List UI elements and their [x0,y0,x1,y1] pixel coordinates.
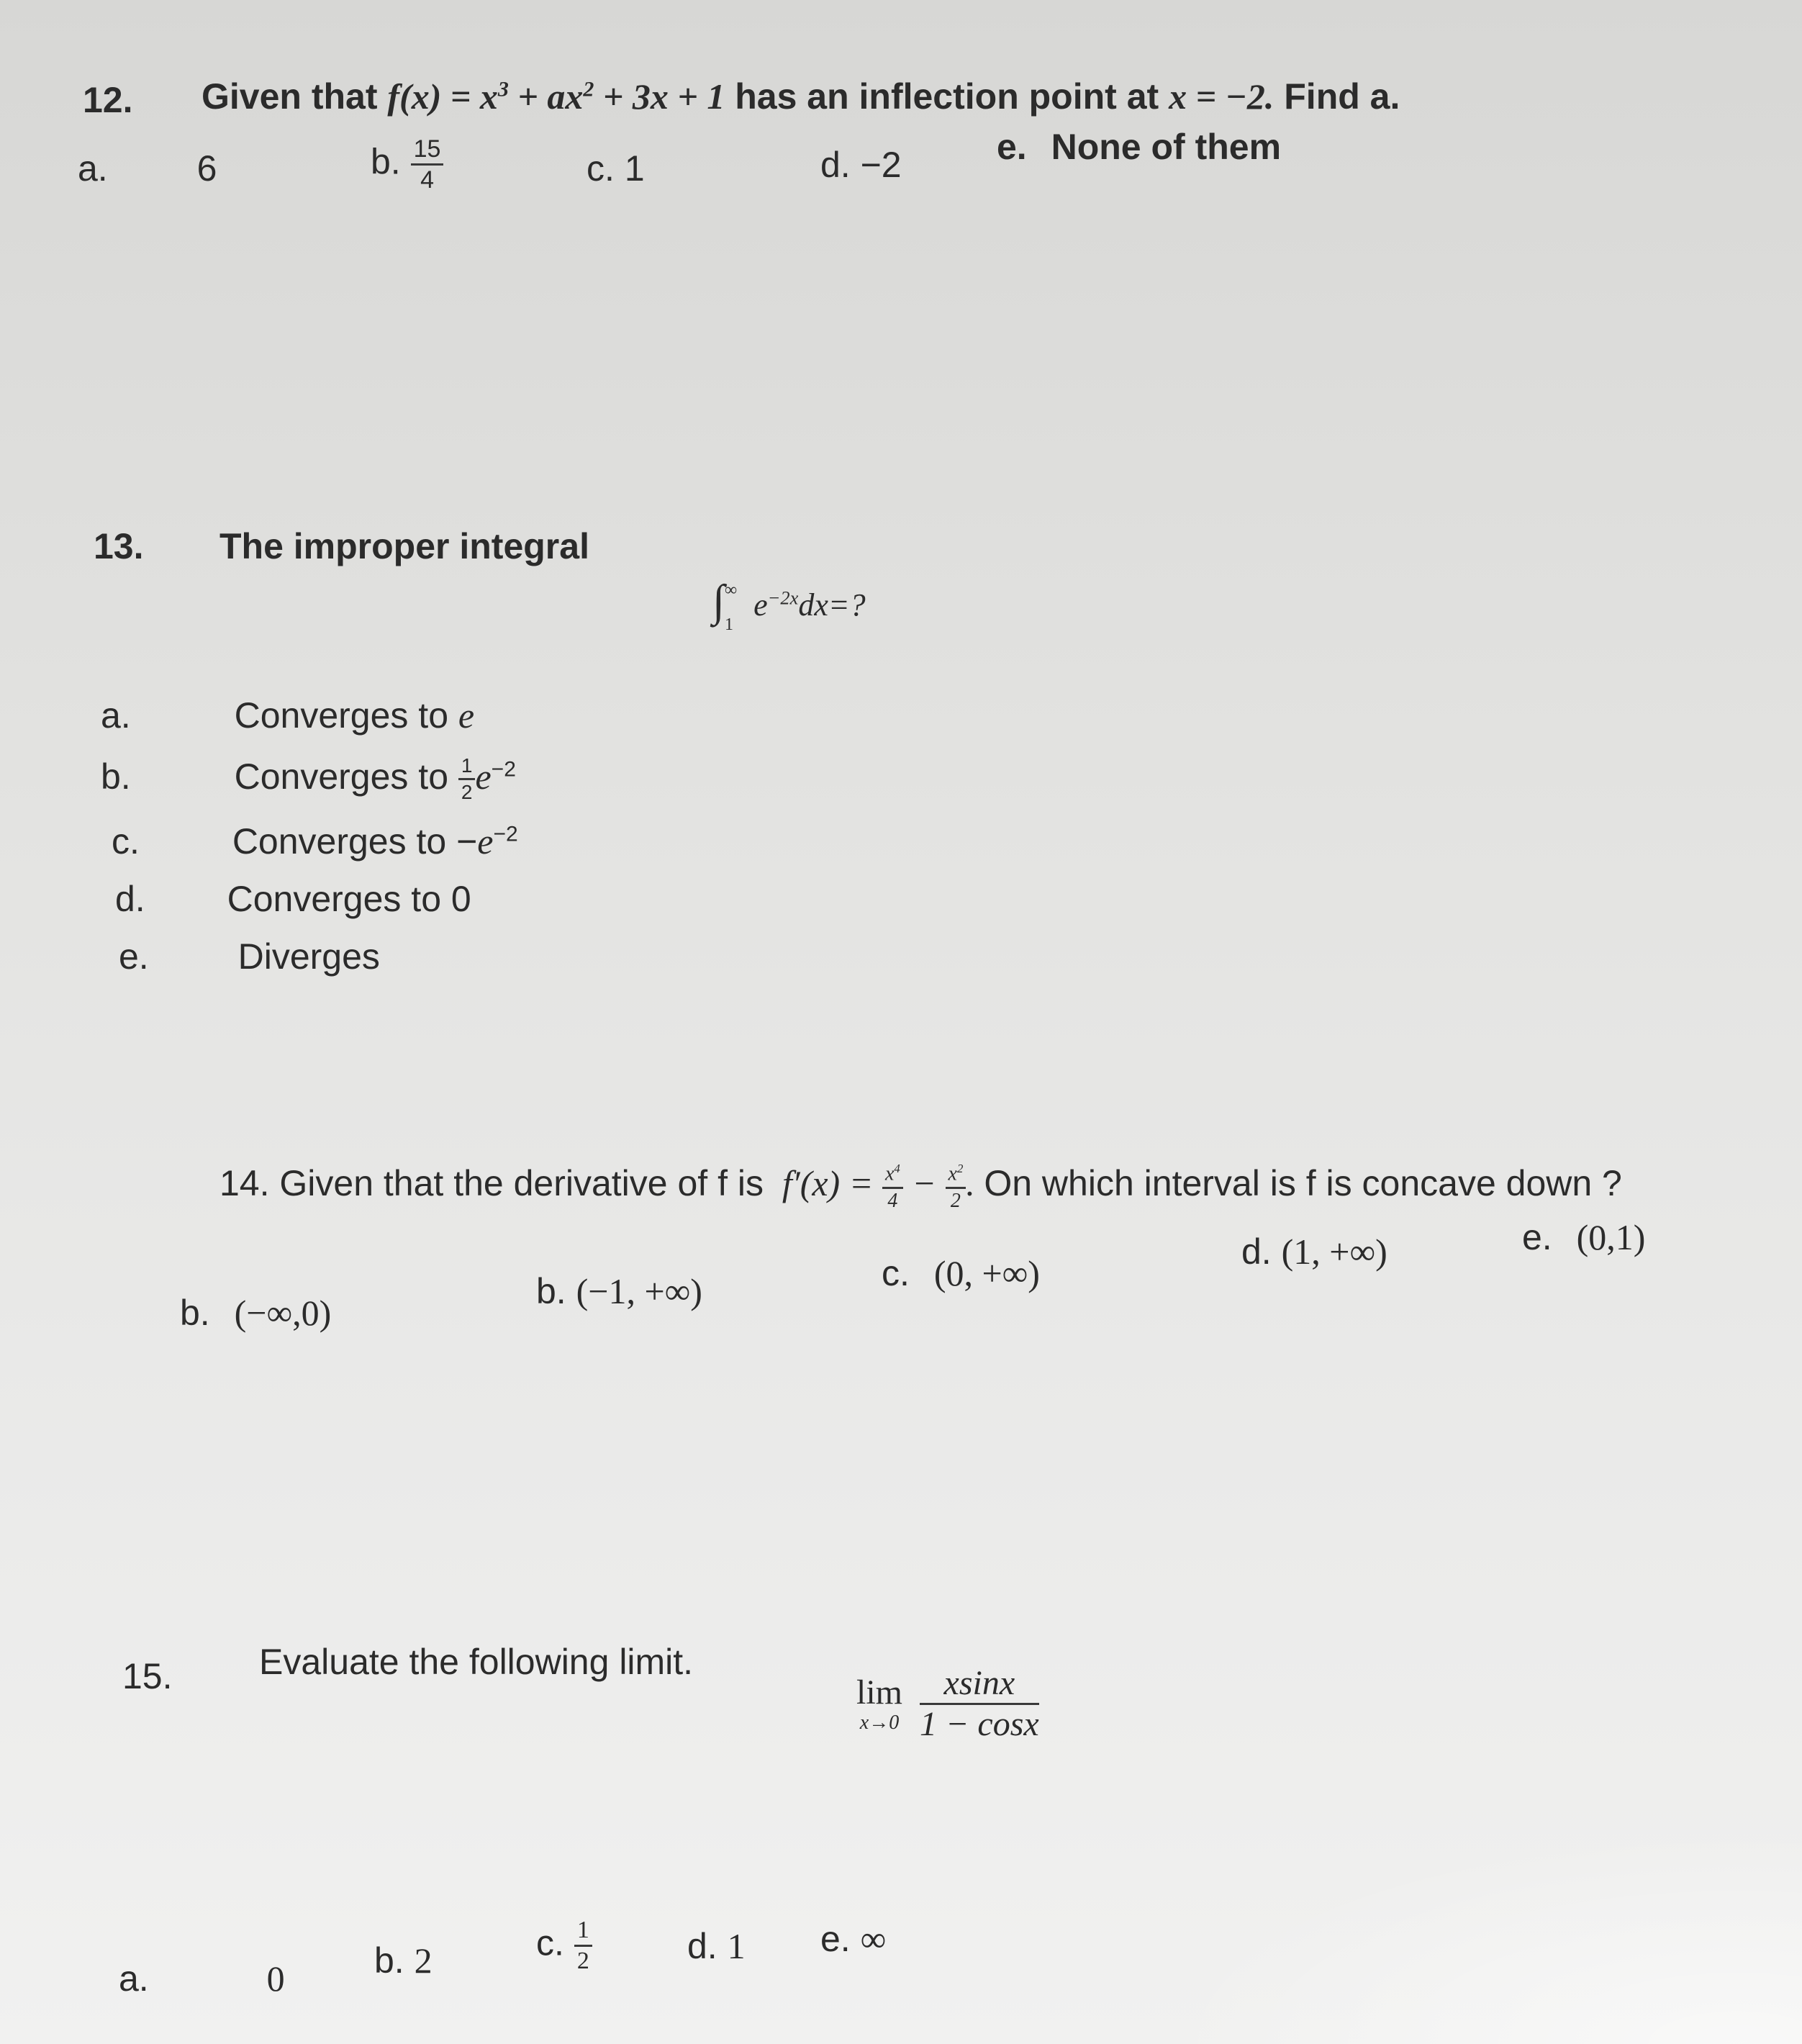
q14-option-5[interactable] [1522,1216,1645,1258]
q14-option-1[interactable] [180,1292,331,1334]
q12-number: 12. [83,80,133,120]
option-text: Diverges [237,936,380,977]
option-letter: b. [374,1940,404,1981]
option-letter: e. [820,1919,851,1959]
q13-option-c[interactable] [112,820,518,862]
q12-option-b[interactable] [371,137,443,192]
option-text: None of them [1051,127,1282,167]
option-fraction: $\frac{1}{2}$ [458,756,476,802]
q13-integral: $\int_1^\infty$ $e^{-2x}dx=$? [712,576,866,634]
option-letter: b. [371,141,401,182]
option-fraction [574,1918,592,1973]
q15-limit: lim x→0 $\frac{xsinx}{1 - \cos x}$ [856,1664,1039,1743]
option-letter: e. [119,936,149,977]
option-text: ∞ [860,1919,887,1959]
q15-prompt: Evaluate the following limit. [259,1642,694,1682]
q12-prompt [202,76,1400,117]
q12-text-start: Given that [202,76,378,117]
option-text: (−1, +∞) [576,1271,702,1311]
q15-option-a[interactable] [119,1958,285,1999]
option-letter: a. [78,148,108,189]
option-text: Converges to $\frac{1}{2}$ $e^{-2}$ [234,754,516,804]
q12-text-end: Find a. [1284,76,1400,117]
option-text: (0,1) [1576,1217,1646,1257]
option-letter: c. [587,148,615,189]
option-text: 1 [624,148,645,189]
option-fraction [411,137,444,192]
q15-option-c[interactable] [536,1918,592,1973]
option-letter: d. [115,879,145,919]
option-letter: e. [997,127,1027,167]
q12-option-a[interactable] [78,148,217,189]
option-letter: e. [1522,1217,1552,1257]
q15-option-b[interactable] [374,1940,433,1981]
option-letter: c. [536,1922,564,1963]
q13-prompt: The improper integral [219,526,589,566]
option-letter: d. [820,145,851,185]
option-text: 1 [727,1926,746,1966]
option-letter: d. [1241,1231,1272,1272]
option-letter: d. [687,1926,717,1966]
q12-condition: x = −2. [1169,76,1274,117]
screen-glare [1154,1828,1802,2044]
fraction-denominator: 4 [420,166,434,194]
q12-text-mid: has an inflection point at [735,76,1159,117]
option-text: Converges to e [234,695,475,736]
q14-text-start: 14. Given that the derivative of f is [219,1163,764,1203]
q12-option-d[interactable] [820,144,902,186]
q13-option-e[interactable] [119,936,380,977]
option-letter: b. [536,1271,566,1311]
q15-number: 15. [122,1656,173,1696]
q13-option-d[interactable] [115,878,471,920]
option-text: Converges to 0 [227,879,471,919]
option-text: 6 [196,148,217,189]
q13-option-a[interactable] [101,695,474,736]
q14-prompt [219,1162,1622,1211]
q14-option-3[interactable] [882,1252,1040,1294]
q12-option-e[interactable] [997,126,1281,168]
option-letter: b. [180,1293,210,1333]
option-letter: a. [119,1958,149,1999]
q14-option-2[interactable] [536,1270,702,1312]
option-text: 2 [414,1940,433,1981]
q15-option-d[interactable] [687,1925,746,1967]
option-text: (0, +∞) [933,1253,1040,1293]
q14-option-4[interactable] [1241,1231,1387,1272]
fraction-numerator: 15 [411,137,444,166]
q12-option-c[interactable] [587,148,645,189]
option-letter: a. [101,695,131,736]
q13-option-b[interactable] [101,756,516,802]
q14-text-end: On which interval is f is concave down ? [984,1163,1622,1203]
q12-function: $f(x) = x^3 + ax^2 + 3x + 1$ [387,76,725,117]
option-text: −2 [860,145,902,185]
fraction-denominator: 2 [576,1948,589,1974]
q15-option-e[interactable] [820,1918,886,1960]
option-letter: c. [112,821,140,862]
option-letter: b. [101,756,131,797]
fraction-numerator: 1 [574,1918,592,1947]
q13-number: 13. [94,526,144,566]
option-text: 0 [266,1958,285,1999]
option-letter: c. [882,1253,910,1293]
option-text: Converges to $-e^{-2}$ [232,821,518,862]
q14-derivative: f′(x) = $\frac{x^4}{4}$ − $\frac{x^2}{2}$ . [782,1162,984,1212]
option-text: (1, +∞) [1281,1231,1387,1272]
option-text: (−∞,0) [234,1293,332,1333]
